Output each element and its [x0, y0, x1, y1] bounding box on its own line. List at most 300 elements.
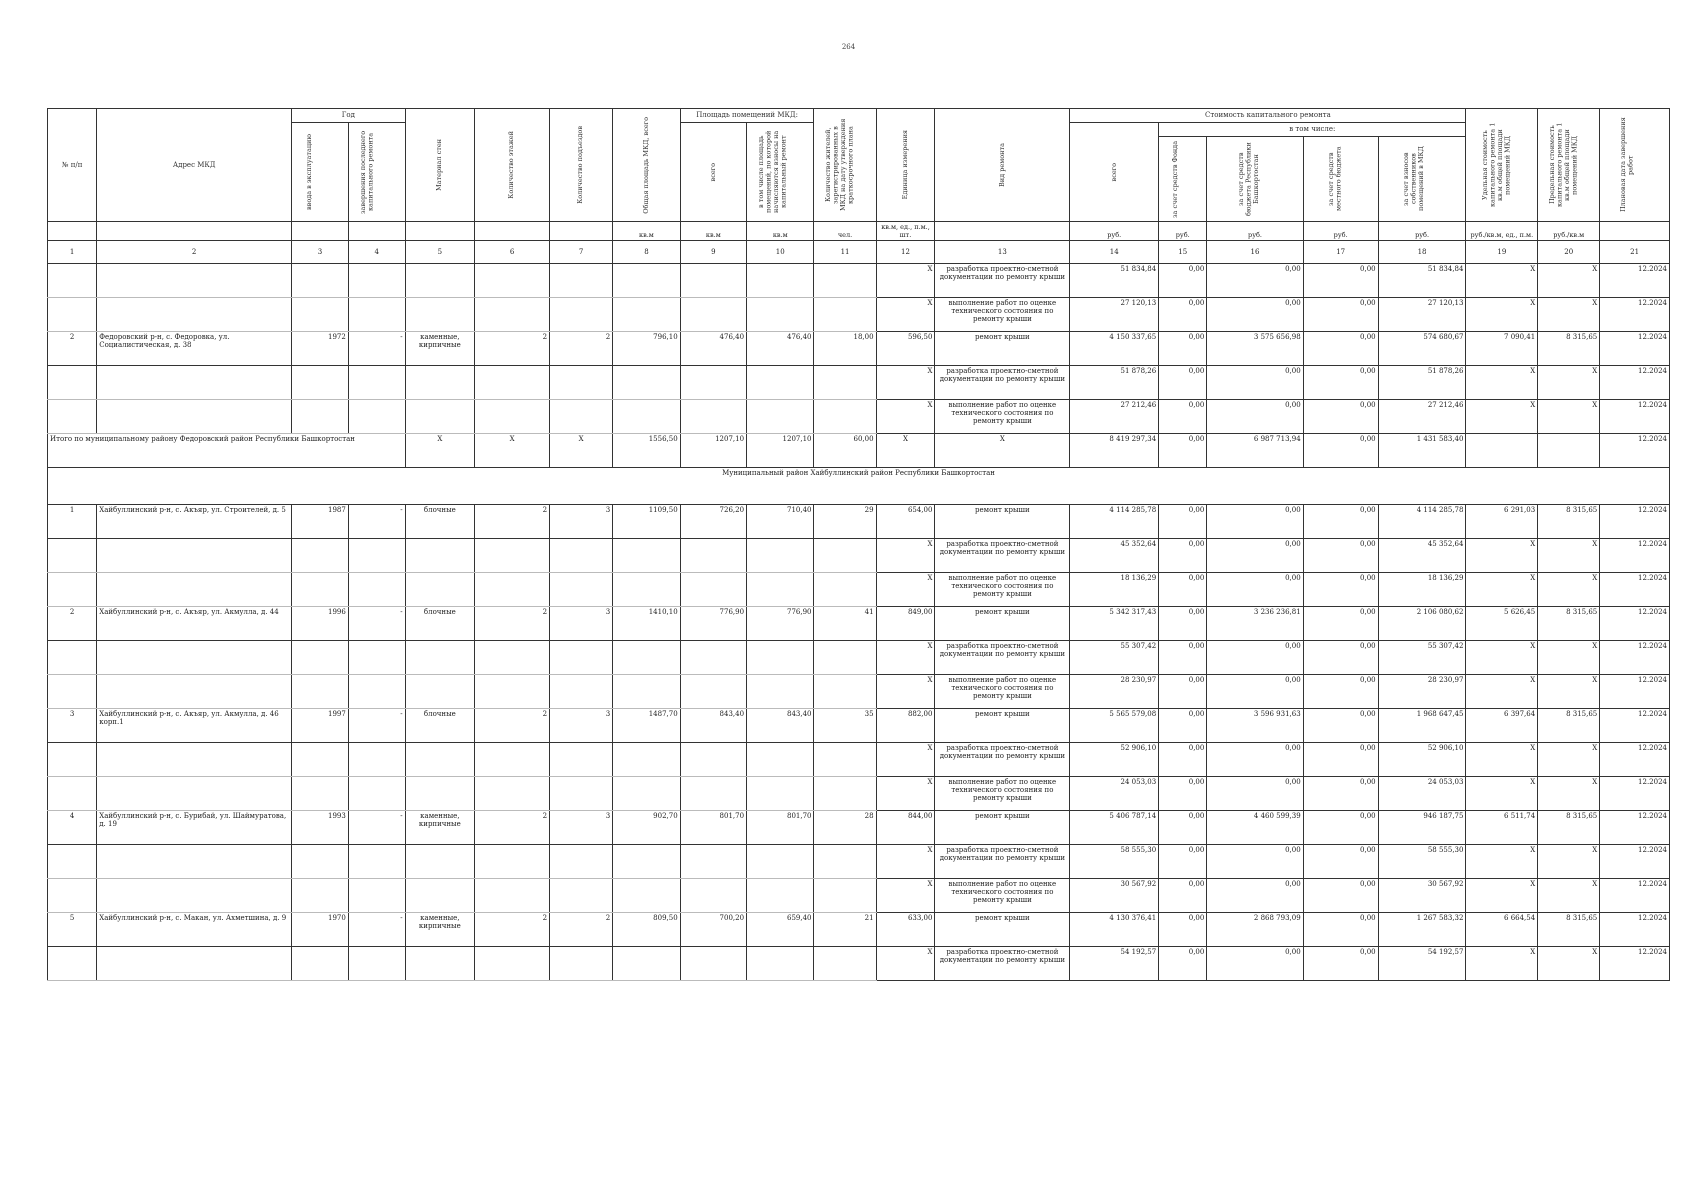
cell-work: разработка проектно-сметной документации по ремонту крыши [935, 539, 1070, 573]
cell-addr [97, 400, 292, 434]
cell-res [814, 743, 876, 777]
cell-c14: 28 230,97 [1070, 675, 1159, 709]
cell-c21: 12.2024 [1600, 641, 1670, 675]
cell-work: выполнение работ по оценке технического состояния по ремонту крыши [935, 879, 1070, 913]
cell-c19: X [1466, 777, 1538, 811]
cell-c21: 12.2024 [1600, 675, 1670, 709]
unit-cell [348, 222, 405, 241]
cell-unit: 844,00 [876, 811, 935, 845]
cell-c20: X [1538, 947, 1600, 981]
cell-c16: 0,00 [1207, 777, 1303, 811]
cell-en: 2 [550, 332, 613, 366]
table-row [48, 298, 1670, 332]
cell-c14: 45 352,64 [1070, 539, 1159, 573]
cell-c17: 0,00 [1303, 298, 1378, 332]
cell-y1: 1972 [292, 332, 349, 366]
cell-c17: 0,00 [1303, 366, 1378, 400]
cell-c19: 7 090,41 [1466, 332, 1538, 366]
header-year-group: Год [292, 109, 405, 123]
table-row [48, 777, 1670, 811]
column-number-cell: 11 [814, 241, 876, 264]
cell-n [48, 298, 97, 332]
cell-n: 2 [48, 607, 97, 641]
cell-y2 [348, 400, 405, 434]
cell-c18: 1 267 583,32 [1378, 913, 1466, 947]
cell-n: 3 [48, 709, 97, 743]
cell-unit: X [876, 675, 935, 709]
cell-mat: каменные, кирпичные [405, 332, 475, 366]
cell-c21: 12.2024 [1600, 777, 1670, 811]
cell-c15: 0,00 [1159, 811, 1207, 845]
cell-work: разработка проектно-сметной документации по ремонту крыши [935, 264, 1070, 298]
table-row [48, 675, 1670, 709]
cell-en [550, 298, 613, 332]
cell-unit: X [876, 879, 935, 913]
table-row [48, 947, 1670, 981]
cell-unit: X [876, 400, 935, 434]
cell-pr: 843,40 [747, 709, 814, 743]
cell-c17: 0,00 [1303, 845, 1378, 879]
cell-c14: 4 114 285,78 [1070, 505, 1159, 539]
cell-c21: 12.2024 [1600, 845, 1670, 879]
cell-c17: 0,00 [1303, 777, 1378, 811]
cell-c15: 0,00 [1159, 298, 1207, 332]
cell-work: выполнение работ по оценке технического состояния по ремонту крыши [935, 573, 1070, 607]
cell-area: 1109,50 [613, 505, 680, 539]
cell-y1: 1987 [292, 505, 349, 539]
cell-c16: 0,00 [1207, 264, 1303, 298]
unit-cell: руб./кв.м, ед., п.м. [1466, 222, 1538, 241]
cell-res: 35 [814, 709, 876, 743]
cell-c16: 0,00 [1207, 879, 1303, 913]
cell-c19: 6 511,74 [1466, 811, 1538, 845]
cell-pr: 776,90 [747, 607, 814, 641]
cell-n [48, 777, 97, 811]
table-header [48, 109, 1670, 264]
cell-y2: - [348, 332, 405, 366]
table-row [48, 539, 1670, 573]
cell-y2 [348, 641, 405, 675]
cell-res [814, 879, 876, 913]
cell-mat [405, 573, 475, 607]
cell-work: выполнение работ по оценке технического состояния по ремонту крыши [935, 777, 1070, 811]
cell-mat [405, 641, 475, 675]
unit-cell [1600, 222, 1670, 241]
cell-y1 [292, 675, 349, 709]
cell-res [814, 947, 876, 981]
table-row [48, 709, 1670, 743]
repair-plan-sheet [47, 108, 1670, 981]
cell-pt [680, 845, 746, 879]
cell-c15: 0,00 [1159, 947, 1207, 981]
cell-en [550, 641, 613, 675]
cell-c19: X [1466, 573, 1538, 607]
cell-mat: блочные [405, 505, 475, 539]
cell-c19: X [1466, 298, 1538, 332]
header-year-last-repair: завершения последнего капитального ремонта [348, 123, 405, 222]
cell-c20: 8 315,65 [1538, 811, 1600, 845]
cell-res [814, 400, 876, 434]
cell-unit: X [876, 777, 935, 811]
cell-c14: 5 406 787,14 [1070, 811, 1159, 845]
cell-y2: - [348, 607, 405, 641]
cell-c21: 12.2024 [1600, 332, 1670, 366]
cell-res [814, 298, 876, 332]
cell-unit: 633,00 [876, 913, 935, 947]
cell-pr [747, 675, 814, 709]
cell-c19: X [1466, 879, 1538, 913]
cell-pr [747, 641, 814, 675]
cell-c14: 18 136,29 [1070, 573, 1159, 607]
cell-mat [405, 947, 475, 981]
cell-c17: 0,00 [1303, 879, 1378, 913]
cell-area [613, 675, 680, 709]
cell-addr: Хайбуллинский р-н, с. Акъяр, ул. Акмулла, д. 44 [97, 607, 292, 641]
cell-mat: блочные [405, 607, 475, 641]
header-address: Адрес МКД [97, 109, 292, 222]
cell-c20: 8 315,65 [1538, 913, 1600, 947]
cell-mat [405, 675, 475, 709]
header-premises-repair: в том числе площадь помещений, по которой начисляются взносы на капитальный ремонт [747, 123, 814, 222]
header-floors: Количество этажей [475, 109, 550, 222]
cell-c17: 0,00 [1303, 913, 1378, 947]
cell-n [48, 879, 97, 913]
header-total-area: Общая площадь МКД, всего [613, 109, 680, 222]
cell-addr: Хайбуллинский р-н, с. Бурибай, ул. Шаймуратова, д. 19 [97, 811, 292, 845]
cell-c20: X [1538, 879, 1600, 913]
cell-pt [680, 400, 746, 434]
cell-mat [405, 264, 475, 298]
cell-y2: - [348, 811, 405, 845]
cell-c17: 0,00 [1303, 264, 1378, 298]
cell-c16: 4 460 599,39 [1207, 811, 1303, 845]
cell-y1 [292, 743, 349, 777]
cell-res: 18,00 [814, 332, 876, 366]
cell-c20: 8 315,65 [1538, 505, 1600, 539]
repair-plan-table [47, 108, 1670, 981]
cell-c20: X [1538, 400, 1600, 434]
cell-pt: 843,40 [680, 709, 746, 743]
unit-cell [550, 222, 613, 241]
cell-pt [680, 641, 746, 675]
cell-work: разработка проектно-сметной документации по ремонту крыши [935, 845, 1070, 879]
cell-n: 1 [48, 505, 97, 539]
cell-c17: 0,00 [1303, 573, 1378, 607]
cell-y1: 1970 [292, 913, 349, 947]
cell-c16: 0,00 [1207, 539, 1303, 573]
cell-work: ремонт крыши [935, 505, 1070, 539]
cell-y1 [292, 845, 349, 879]
cell-work: ремонт крыши [935, 332, 1070, 366]
header-premises-total: всего [680, 123, 746, 222]
cell-c19: 6 397,64 [1466, 709, 1538, 743]
cell-c16: 3 596 931,63 [1207, 709, 1303, 743]
cell-c16: 3 236 236,81 [1207, 607, 1303, 641]
column-number-cell: 9 [680, 241, 746, 264]
units-row [48, 222, 1670, 241]
cell-y1 [292, 777, 349, 811]
table-body-fedorovsky [48, 264, 1670, 434]
cell-pt: 801,70 [680, 811, 746, 845]
cell-c15: 0,00 [1159, 675, 1207, 709]
cell-y1 [292, 879, 349, 913]
cell-n [48, 641, 97, 675]
cell-y2 [348, 743, 405, 777]
cell-res [814, 675, 876, 709]
cell-pr [747, 573, 814, 607]
column-number-cell: 1 [48, 241, 97, 264]
cell-c18: 55 307,42 [1378, 641, 1466, 675]
table-row [48, 264, 1670, 298]
cell-c17: 0,00 [1303, 539, 1378, 573]
column-number-cell: 7 [550, 241, 613, 264]
cell-fl: 2 [475, 607, 550, 641]
unit-cell: руб./кв.м [1538, 222, 1600, 241]
header-cost-fund: за счет средств Фонда [1159, 137, 1207, 222]
cell-res: 28 [814, 811, 876, 845]
cell-addr: Хайбуллинский р-н, с. Акъяр, ул. Строителей, д. 5 [97, 505, 292, 539]
cell-mat [405, 539, 475, 573]
cell-y2: - [348, 913, 405, 947]
cell-y1 [292, 264, 349, 298]
cell-c17: 0,00 [1303, 607, 1378, 641]
cell-c16: 0,00 [1207, 573, 1303, 607]
cell-unit: X [876, 264, 935, 298]
cell-c14: 5 342 317,43 [1070, 607, 1159, 641]
cell-fl [475, 400, 550, 434]
cell-pr: 659,40 [747, 913, 814, 947]
cell-addr [97, 743, 292, 777]
column-number-cell: 6 [475, 241, 550, 264]
cell-mat: блочные [405, 709, 475, 743]
unit-cell: кв.м [680, 222, 746, 241]
cell-unit: 596,50 [876, 332, 935, 366]
cell-unit: X [876, 641, 935, 675]
header-planned-date: Плановая дата завершения работ [1600, 109, 1670, 222]
table-body-khaibullinsky [48, 505, 1670, 981]
cell-c21: 12.2024 [1600, 607, 1670, 641]
unit-cell: руб. [1070, 222, 1159, 241]
unit-cell [292, 222, 349, 241]
cell-fl [475, 264, 550, 298]
cell-area [613, 264, 680, 298]
cell-c15: 0,00 [1159, 264, 1207, 298]
cell-mat: каменные, кирпичные [405, 811, 475, 845]
cell-n: 2 [48, 332, 97, 366]
cell-n [48, 947, 97, 981]
cell-y2 [348, 947, 405, 981]
unit-cell: руб. [1207, 222, 1303, 241]
cell-addr [97, 298, 292, 332]
column-number-cell: 20 [1538, 241, 1600, 264]
cell-c19: 5 626,45 [1466, 607, 1538, 641]
cell-c17: 0,00 [1303, 505, 1378, 539]
cell-n [48, 675, 97, 709]
cell-unit: X [876, 298, 935, 332]
cell-en [550, 573, 613, 607]
cell-en: 3 [550, 505, 613, 539]
cell-en [550, 539, 613, 573]
cell-c20: X [1538, 264, 1600, 298]
cell-c21: 12.2024 [1600, 947, 1670, 981]
cell-c20: X [1538, 777, 1600, 811]
cell-c15: 0,00 [1159, 573, 1207, 607]
cell-c16: 0,00 [1207, 675, 1303, 709]
cell-work: ремонт крыши [935, 913, 1070, 947]
header-num: № п/п [48, 109, 97, 222]
cell-c20: X [1538, 641, 1600, 675]
cell-unit: X [876, 743, 935, 777]
cell-area: 809,50 [613, 913, 680, 947]
cell-addr: Хайбуллинский р-н, с. Акъяр, ул. Акмулла, д. 46 корп.1 [97, 709, 292, 743]
cell-addr [97, 539, 292, 573]
cell-pt [680, 573, 746, 607]
district-total-row: Итого по муниципальному району Федоровский район Республики Башкортостан X X X 1556,50 1207,10 1207,10 60,00 X X 8 419 297,34 0,00 6 987 713,94 0,00 1 431 583,40 12.2024 [48, 434, 1670, 468]
header-premises-group: Площадь помещений МКД: [680, 109, 814, 123]
column-number-cell: 14 [1070, 241, 1159, 264]
cell-c19: X [1466, 539, 1538, 573]
unit-cell [475, 222, 550, 241]
cell-c18: 30 567,92 [1378, 879, 1466, 913]
header-cost-group: Стоимость капитального ремонта [1070, 109, 1466, 123]
cell-c18: 45 352,64 [1378, 539, 1466, 573]
cell-fl: 2 [475, 332, 550, 366]
cell-c16: 0,00 [1207, 400, 1303, 434]
cell-y2 [348, 573, 405, 607]
cell-addr [97, 947, 292, 981]
cell-unit: 654,00 [876, 505, 935, 539]
cell-en [550, 743, 613, 777]
cell-n [48, 845, 97, 879]
cell-n: 5 [48, 913, 97, 947]
cell-c20: X [1538, 675, 1600, 709]
cell-c20: X [1538, 573, 1600, 607]
cell-pt [680, 366, 746, 400]
cell-y2 [348, 845, 405, 879]
cell-c15: 0,00 [1159, 641, 1207, 675]
cell-c21: 12.2024 [1600, 811, 1670, 845]
cell-c17: 0,00 [1303, 743, 1378, 777]
cell-area [613, 573, 680, 607]
table-row [48, 743, 1670, 777]
cell-area [613, 400, 680, 434]
cell-fl [475, 641, 550, 675]
cell-c16: 3 575 656,98 [1207, 332, 1303, 366]
cell-c15: 0,00 [1159, 709, 1207, 743]
cell-c15: 0,00 [1159, 607, 1207, 641]
cell-c18: 1 968 647,45 [1378, 709, 1466, 743]
section-title: Муниципальный район Хайбуллинский район Республики Башкортостан [48, 468, 1670, 505]
cell-en [550, 264, 613, 298]
cell-y1: 1993 [292, 811, 349, 845]
cell-mat [405, 298, 475, 332]
cell-area [613, 539, 680, 573]
cell-y2 [348, 298, 405, 332]
district-total-label: Итого по муниципальному району Федоровский район Республики Башкортостан [48, 434, 406, 468]
cell-c20: X [1538, 743, 1600, 777]
unit-cell: руб. [1159, 222, 1207, 241]
cell-pr: 801,70 [747, 811, 814, 845]
cell-c20: X [1538, 298, 1600, 332]
cell-pr [747, 879, 814, 913]
column-number-cell: 2 [97, 241, 292, 264]
cell-c18: 54 192,57 [1378, 947, 1466, 981]
cell-addr [97, 641, 292, 675]
cell-unit: 882,00 [876, 709, 935, 743]
column-number-cell: 18 [1378, 241, 1466, 264]
cell-c15: 0,00 [1159, 332, 1207, 366]
cell-unit: X [876, 845, 935, 879]
cell-y2 [348, 675, 405, 709]
cell-y1 [292, 947, 349, 981]
cell-area [613, 777, 680, 811]
cell-c14: 27 212,46 [1070, 400, 1159, 434]
cell-y2: - [348, 505, 405, 539]
cell-area: 902,70 [613, 811, 680, 845]
cell-y1 [292, 298, 349, 332]
column-numbers-row [48, 241, 1670, 264]
cell-n [48, 366, 97, 400]
cell-c19: 6 291,03 [1466, 505, 1538, 539]
cell-y2 [348, 777, 405, 811]
cell-c14: 24 053,03 [1070, 777, 1159, 811]
cell-en [550, 400, 613, 434]
cell-work: разработка проектно-сметной документации по ремонту крыши [935, 947, 1070, 981]
cell-c15: 0,00 [1159, 539, 1207, 573]
header-residents: Количество жителей, зарегистрированных в МКД на дату утверждения краткосрочного плана [814, 109, 876, 222]
cell-c19: X [1466, 641, 1538, 675]
unit-cell: чел. [814, 222, 876, 241]
unit-cell: руб. [1303, 222, 1378, 241]
cell-en [550, 845, 613, 879]
cell-c18: 4 114 285,78 [1378, 505, 1466, 539]
cell-c15: 0,00 [1159, 400, 1207, 434]
column-number-cell: 4 [348, 241, 405, 264]
cell-c21: 12.2024 [1600, 913, 1670, 947]
cell-res: 41 [814, 607, 876, 641]
header-year-commission: ввода в эксплуатацию [292, 123, 349, 222]
cell-y1: 1997 [292, 709, 349, 743]
cell-n: 4 [48, 811, 97, 845]
cell-c14: 55 307,42 [1070, 641, 1159, 675]
cell-c20: 8 315,65 [1538, 709, 1600, 743]
cell-en [550, 879, 613, 913]
table-row [48, 332, 1670, 366]
column-number-cell: 17 [1303, 241, 1378, 264]
cell-res [814, 264, 876, 298]
table-row [48, 400, 1670, 434]
cell-addr [97, 675, 292, 709]
cell-fl: 2 [475, 811, 550, 845]
cell-unit: X [876, 947, 935, 981]
cell-c17: 0,00 [1303, 811, 1378, 845]
cell-c19: X [1466, 845, 1538, 879]
cell-c14: 58 555,30 [1070, 845, 1159, 879]
district-total-block [48, 434, 1670, 505]
cell-pt: 700,20 [680, 913, 746, 947]
column-number-cell: 13 [935, 241, 1070, 264]
cell-addr [97, 573, 292, 607]
cell-c14: 5 565 579,08 [1070, 709, 1159, 743]
cell-res [814, 539, 876, 573]
cell-c21: 12.2024 [1600, 879, 1670, 913]
cell-c16: 0,00 [1207, 845, 1303, 879]
table-row [48, 913, 1670, 947]
header-cost-local: за счет средств местного бюджета [1303, 137, 1378, 222]
cell-unit: 849,00 [876, 607, 935, 641]
cell-c19: X [1466, 400, 1538, 434]
cell-pt [680, 298, 746, 332]
